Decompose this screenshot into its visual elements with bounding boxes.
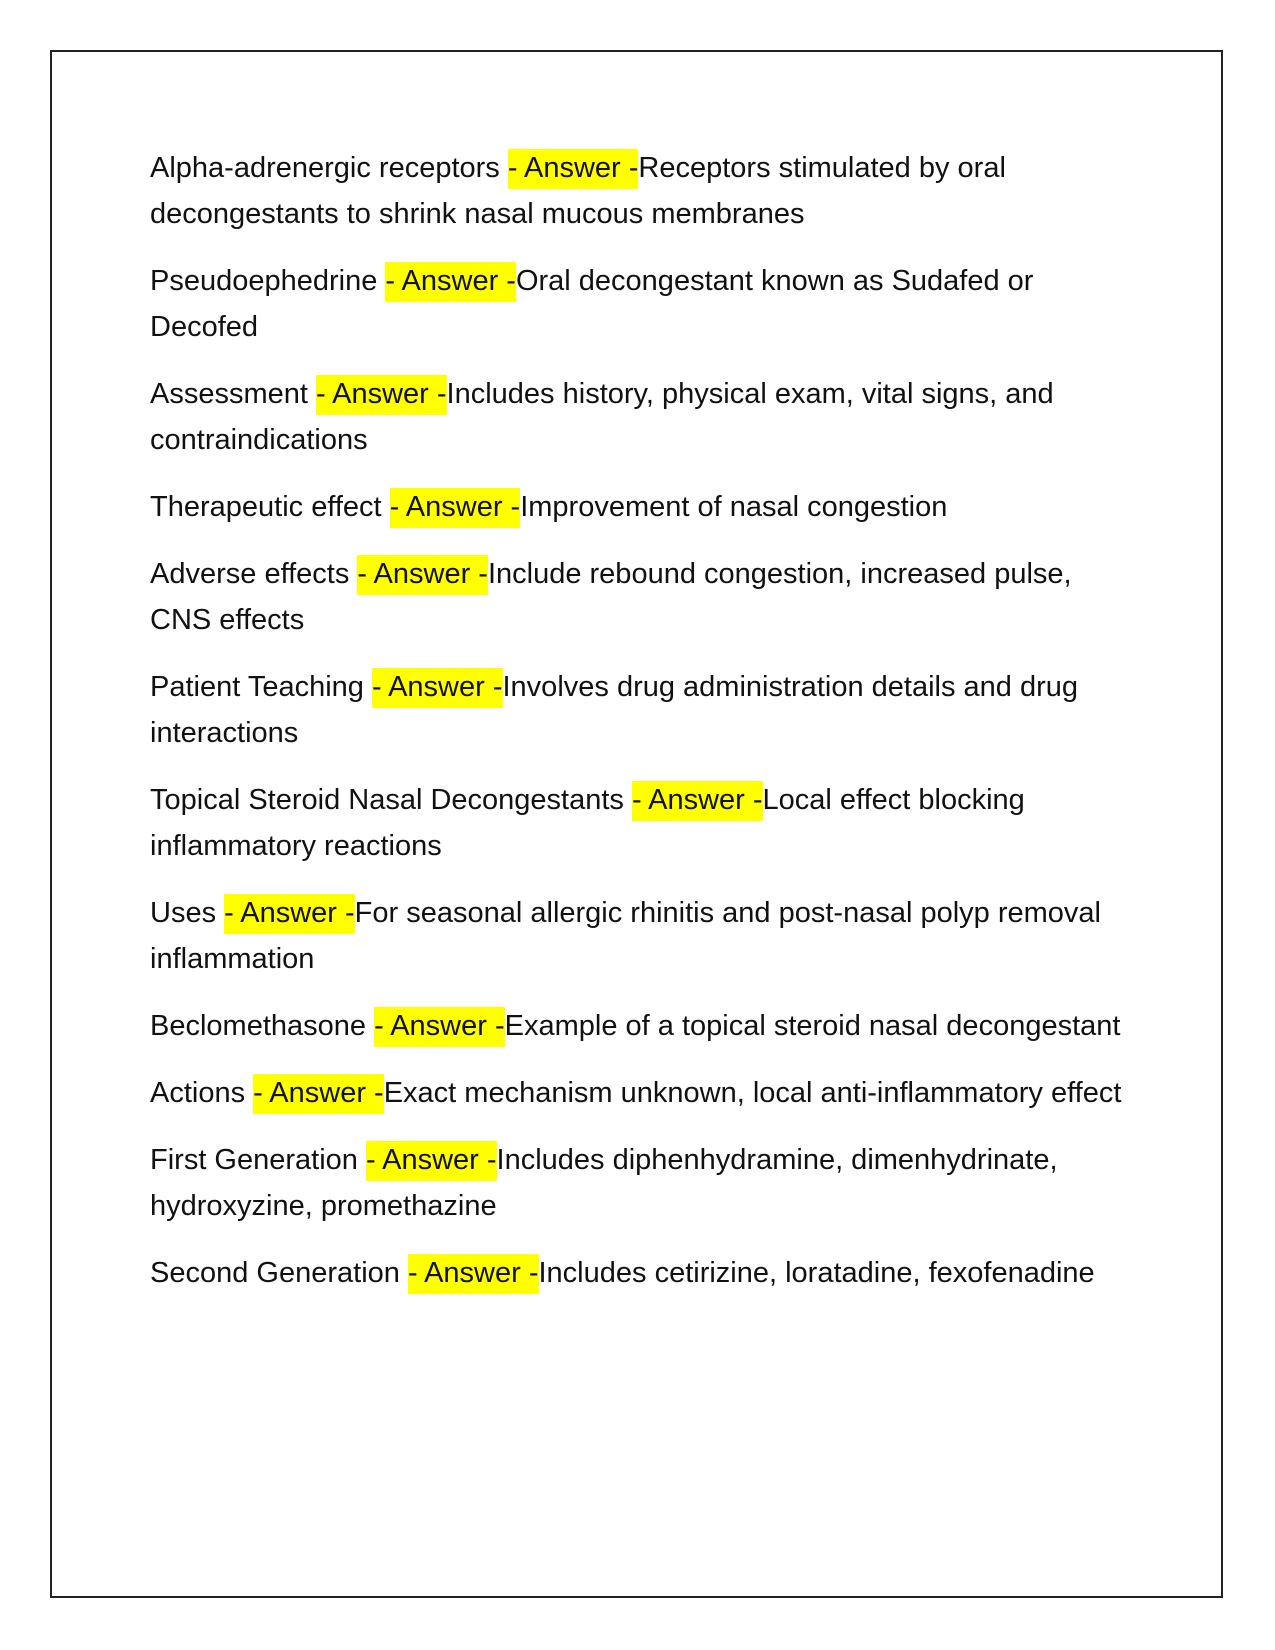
answer-highlight: - Answer - [316,375,447,415]
qa-entry-adverse-effects [150,551,1140,643]
answer-highlight: - Answer - [390,488,521,528]
qa-entry-second-generation [150,1250,1140,1296]
qa-entry-beclomethasone [150,1003,1140,1049]
definition: Local effect blocking inflammatory reactions [150,784,1025,862]
answer-highlight: - Answer - [357,555,488,595]
definition: Exact mechanism unknown, local anti-inflammatory effect [383,1077,1122,1109]
answer-highlight: - Answer - [253,1074,384,1114]
qa-list [150,145,1140,1317]
qa-entry-alpha-adrenergic-receptors [150,145,1140,237]
definition: Oral decongestant known as Sudafed or Decofed [150,265,1034,343]
qa-entry-actions [150,1070,1140,1116]
term: Assessment [150,378,308,410]
qa-entry-first-generation [150,1137,1140,1229]
term: Second Generation [150,1257,400,1289]
answer-highlight: - Answer - [385,262,516,302]
definition: Example of a topical steroid nasal decongestant [504,1010,1121,1042]
definition: For seasonal allergic rhinitis and post-nasal polyp removal inflammation [150,897,1101,975]
definition: Includes cetirizine, loratadine, fexofenadine [538,1257,1095,1289]
definition: Involves drug administration details and drug interactions [150,671,1078,749]
term: Uses [150,897,217,929]
answer-highlight: - Answer - [366,1141,497,1181]
qa-entry-therapeutic-effect [150,484,1140,530]
definition: Include rebound congestion, increased pulse, CNS effects [150,558,1072,636]
answer-highlight: - Answer - [508,149,639,189]
answer-highlight: - Answer - [224,894,355,934]
definition: Receptors stimulated by oral decongestants to shrink nasal mucous membranes [150,152,1006,230]
term: Patient Teaching [150,671,364,703]
term: Adverse effects [150,558,350,590]
qa-entry-pseudoephedrine [150,258,1140,350]
answer-highlight: - Answer - [408,1254,539,1294]
qa-entry-topical-steroid-nasal-decongestants [150,777,1140,869]
term: Beclomethasone [150,1010,367,1042]
definition: Includes history, physical exam, vital signs, and contraindications [150,378,1054,456]
term: Actions [150,1077,246,1109]
answer-highlight: - Answer - [372,668,503,708]
term: Topical Steroid Nasal Decongestants [150,784,624,816]
answer-highlight: - Answer - [632,781,763,821]
qa-entry-uses [150,890,1140,982]
qa-entry-assessment [150,371,1140,463]
qa-entry-patient-teaching [150,664,1140,756]
term: Pseudoephedrine [150,265,378,297]
answer-highlight: - Answer - [374,1007,505,1047]
definition: Includes diphenhydramine, dimenhydrinate, hydroxyzine, promethazine [150,1144,1058,1222]
term: First Generation [150,1144,358,1176]
term: Therapeutic effect [150,491,382,523]
term: Alpha-adrenergic receptors [150,152,500,184]
definition: Improvement of nasal congestion [520,491,948,523]
